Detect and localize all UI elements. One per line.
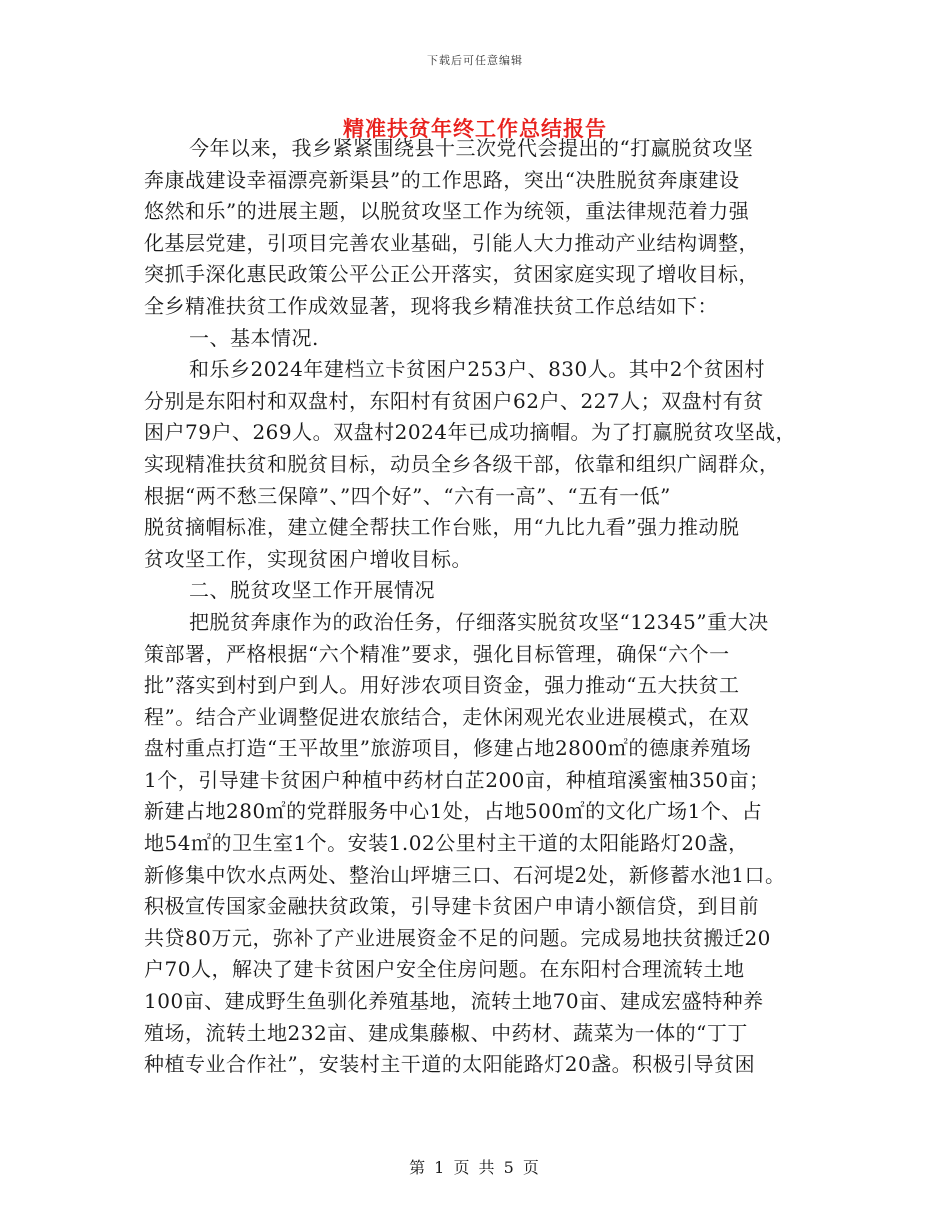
paragraph-line: 全乡精准扶贫工作成效显著，现将我乡精准扶贫工作总结如下： <box>144 293 718 318</box>
paragraph-line: 共贷80万元，弥补了产业进展资金不足的问题。完成易地扶贫搬迁20 <box>144 925 771 950</box>
document-title: 精准扶贫年终工作总结报告 <box>343 116 607 141</box>
page-number-footer: 第 1 页 共 5 页 <box>409 1158 541 1177</box>
paragraph-line: 程”。结合产业调整促进农旅结合，走休闲观光农业进展模式，在双 <box>144 704 750 729</box>
section-heading: 一、基本情况. <box>189 325 319 350</box>
paragraph-line: 贫攻坚工作，实现贫困户增收目标。 <box>144 546 472 571</box>
paragraph-line: 化基层党建，引项目完善农业基础，引能人大力推动产业结构调整， <box>144 230 759 255</box>
paragraph-line: 今年以来，我乡紧紧围绕县十三次党代会提出的“打赢脱贫攻坚 <box>189 136 754 160</box>
paragraph-line: 困户79户、269人。双盘村2024年已成功摘帽。为了打赢脱贫攻坚战， <box>144 420 797 445</box>
paragraph-line: 户70人，解决了建卡贫困户安全住房问题。在东阳村合理流转土地 <box>144 957 745 982</box>
page-header-note: 下载后可任意编辑 <box>427 54 523 67</box>
paragraph-line: 新修集中饮水点两处、整治山坪塘三口、石河堤2处，新修蓄水池1口。 <box>144 862 786 887</box>
paragraph-line: 突抓手深化惠民政策公平公正公开落实，贫困家庭实现了增收目标， <box>144 262 759 287</box>
paragraph-line: 新建占地280㎡的党群服务中心1处，占地500㎡的文化广场1个、占 <box>144 799 763 824</box>
paragraph-line: 积极宣传国家金融扶贫政策，引导建卡贫困户申请小额信贷，到目前 <box>144 894 759 919</box>
paragraph-line: 根据“两不愁三保障”、”四个好”、“六有一高”、“五有一低” <box>144 483 671 508</box>
paragraph-line: 批”落实到村到户到人。用好涉农项目资金，强力推动“五大扶贫工 <box>144 673 740 698</box>
paragraph-line: 1个，引导建卡贫困户种植中药材白芷200亩，种植琯溪蜜柚350亩； <box>144 767 770 792</box>
paragraph-line: 分别是东阳村和双盘村，东阳村有贫困户62户、227人；双盘村有贫 <box>144 388 764 413</box>
paragraph-line: 100亩、建成野生鱼驯化养殖基地，流转土地70亩、建成宏盛特种养 <box>144 989 764 1014</box>
paragraph-line: 策部署，严格根据“六个精准”要求，强化目标管理，确保“六个一 <box>144 641 730 666</box>
paragraph-line: 实现精准扶贫和脱贫目标，动员全乡各级干部，依靠和组织广阔群众， <box>144 451 780 476</box>
document-body <box>144 133 834 1081</box>
paragraph-line: 奔康战建设幸福漂亮新渠县”的工作思路，突出“决胜脱贫奔康建设 <box>144 167 740 192</box>
paragraph-line: 把脱贫奔康作为的政治任务，仔细落实脱贫攻坚“12345”重大决 <box>189 609 769 634</box>
paragraph-line: 脱贫摘帽标准，建立健全帮扶工作台账，用“九比九看”强力推动脱 <box>144 515 740 540</box>
paragraph-line: 地54㎡的卫生室1个。安装1.02公里村主干道的太阳能路灯20盏， <box>144 831 749 856</box>
paragraph-line: 殖场，流转土地232亩、建成集藤椒、中药材、蔬菜为一体的“丁丁 <box>144 1020 748 1045</box>
paragraph-line: 悠然和乐”的进展主题，以脱贫攻坚工作为统领，重法律规范着力强 <box>144 199 750 224</box>
section-heading: 二、脱贫攻坚工作开展情况 <box>189 578 435 603</box>
paragraph-line: 盘村重点打造“王平故里”旅游项目，修建占地2800㎡的德康养殖场 <box>144 736 752 761</box>
paragraph-line: 种植专业合作社”，安装村主干道的太阳能路灯20盏。积极引导贫困 <box>144 1052 756 1077</box>
paragraph-line: 和乐乡2024年建档立卡贫困户253户、830人。其中2个贫困村 <box>189 357 765 382</box>
